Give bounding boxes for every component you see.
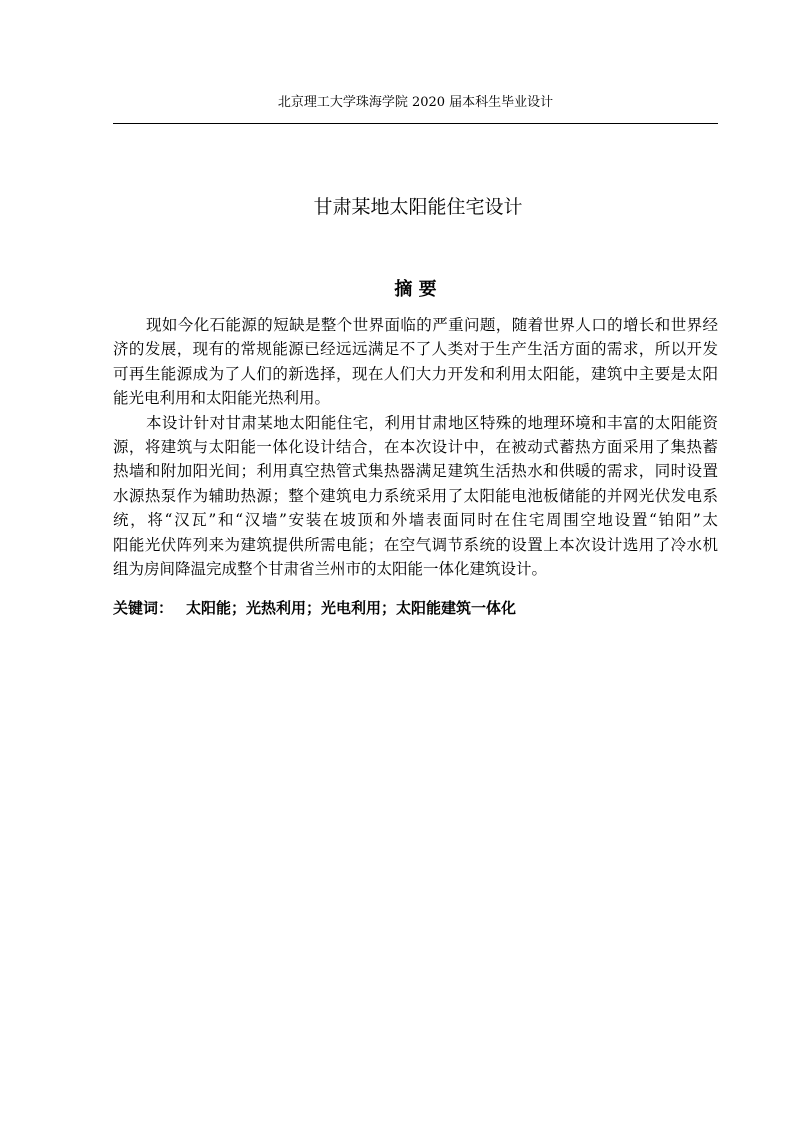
- paragraph-line: 阳能光伏阵列来为建筑提供所需电能；在空气调节系统的设置上本次设计选用了冷水机: [113, 535, 718, 554]
- paragraph-line: 源，将建筑与太阳能一体化设计结合，在本次设计中，在被动式蓄热方面采用了集热蓄: [113, 437, 718, 456]
- paragraph-line: 现如今化石能源的短缺是整个世界面临的严重问题，随着世界人口的增长和世界经: [146, 316, 718, 334]
- page-header: 北京理工大学珠海学院 2020 届本科生毕业设计: [277, 95, 554, 110]
- abstract-paragraph-2: [113, 411, 718, 582]
- paragraph-line: 可再生能源成为了人们的新选择，现在人们大力开发和利用太阳能，建筑中主要是太阳: [113, 364, 718, 383]
- header-divider: [113, 123, 718, 124]
- paragraph-line: 热墙和附加阳光间；利用真空热管式集热器满足建筑生活热水和供暖的需求，同时设置: [113, 462, 718, 481]
- keywords-value: 太阳能；光热利用；光电利用；太阳能建筑一体化: [186, 599, 517, 617]
- paragraph-line: 能光电利用和太阳能光热利用。: [113, 389, 331, 408]
- paragraph-line: 组为房间降温完成整个甘肃省兰州市的太阳能一体化建筑设计。: [113, 559, 548, 578]
- abstract-heading: 摘 要: [394, 279, 437, 300]
- document-title: 甘肃某地太阳能住宅设计: [313, 196, 523, 218]
- paragraph-line: 统，将“汉瓦”和“汉墙”安装在坡顶和外墙表面同时在住宅周围空地设置“铂阳”太: [113, 511, 718, 530]
- paragraph-line: 水源热泵作为辅助热源；整个建筑电力系统采用了太阳能电池板储能的并网光伏发电系: [113, 486, 718, 505]
- keywords-label: 关键词：: [113, 599, 174, 617]
- paragraph-line: 济的发展，现有的常规能源已经远远满足不了人类对于生产生活方面的需求，所以开发: [113, 340, 718, 359]
- abstract-paragraph-1: [113, 313, 718, 411]
- abstract-body: [113, 313, 718, 581]
- keywords-line: [113, 596, 718, 620]
- paragraph-line: 本设计针对甘肃某地太阳能住宅，利用甘肃地区特殊的地理环境和丰富的太阳能资: [146, 413, 718, 432]
